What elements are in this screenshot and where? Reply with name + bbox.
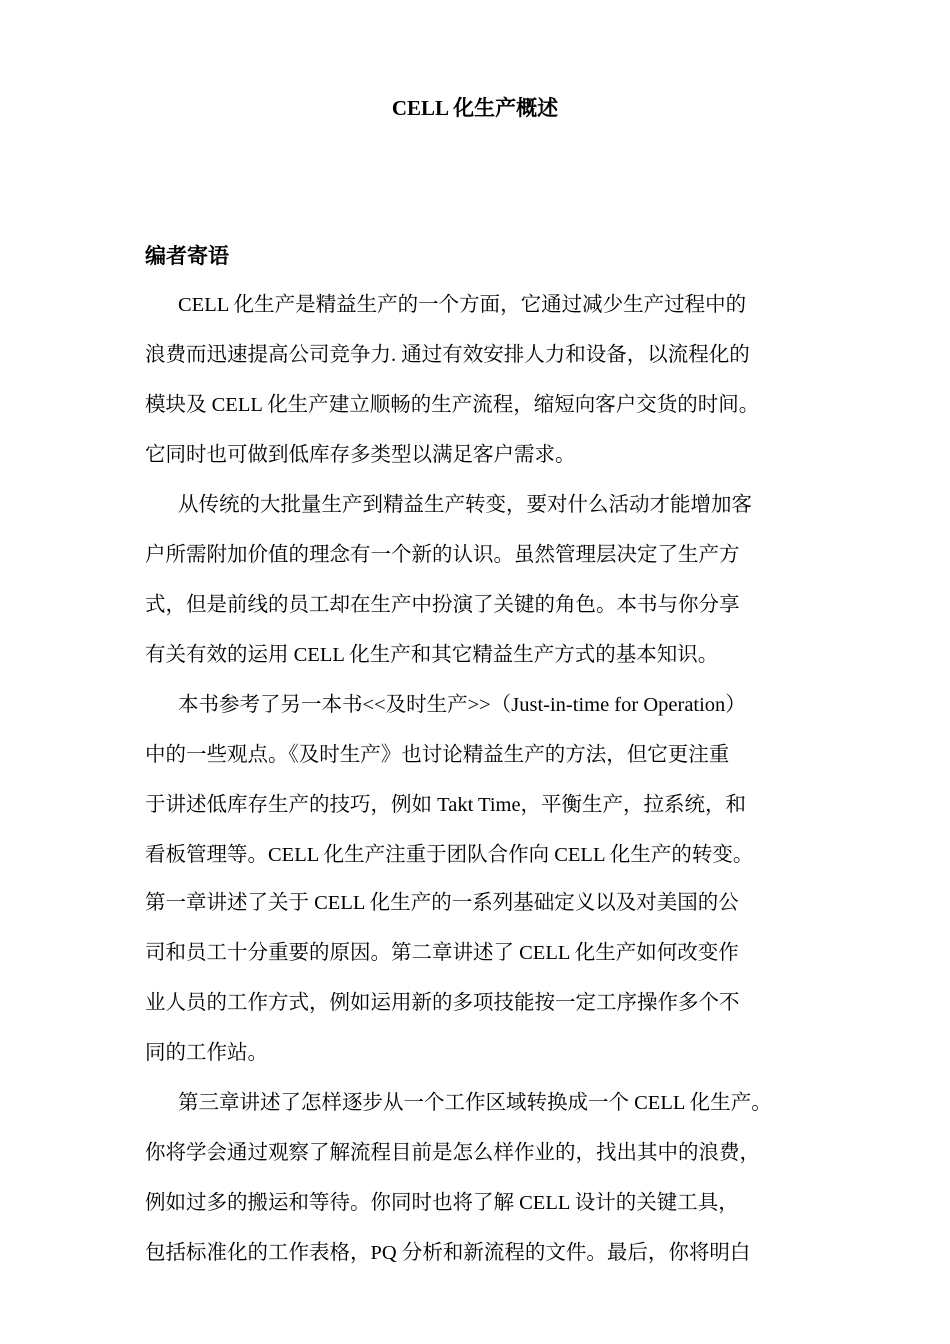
paragraph-line: 同的工作站。 — [145, 1042, 268, 1064]
paragraph-line: 从传统的大批量生产到精益生产转变，要对什么活动才能增加客 — [178, 494, 752, 516]
paragraph-line: 式，但是前线的员工却在生产中扮演了关键的角色。本书与你分享 — [145, 594, 740, 616]
paragraph-line: 户所需附加价值的理念有一个新的认识。虽然管理层决定了生产方 — [145, 544, 740, 566]
paragraph-line: 业人员的工作方式，例如运用新的多项技能按一定工序操作多个不 — [145, 992, 740, 1014]
paragraph-line: 本书参考了另一本书<<及时生产>>（Just-in-time for Operation） — [178, 694, 746, 716]
paragraph-line: 浪费而迅速提高公司竞争力. 通过有效安排人力和设备，以流程化的 — [145, 344, 750, 366]
paragraph-line: 于讲述低库存生产的技巧，例如 Takt Time，平衡生产，拉系统，和 — [145, 794, 747, 816]
paragraph-line: 看板管理等。CELL 化生产注重于团队合作向 CELL 化生产的转变。 — [145, 844, 754, 866]
paragraph-line: 模块及 CELL 化生产建立顺畅的生产流程，缩短向客户交货的时间。 — [145, 394, 760, 416]
paragraph-line: 第三章讲述了怎样逐步从一个工作区域转换成一个 CELL 化生产。 — [178, 1092, 772, 1114]
paragraph-line: 它同时也可做到低库存多类型以满足客户需求。 — [145, 444, 576, 466]
paragraph-line: 司和员工十分重要的原因。第二章讲述了 CELL 化生产如何改变作 — [145, 942, 739, 964]
paragraph-line: 你将学会通过观察了解流程目前是怎么样作业的，找出其中的浪费， — [145, 1142, 760, 1164]
paragraph-line: 包括标准化的工作表格，PQ 分析和新流程的文件。最后，你将明白 — [145, 1242, 751, 1264]
paragraph-line: 第一章讲述了关于 CELL 化生产的一系列基础定义以及对美国的公 — [145, 892, 739, 914]
document-title: CELL 化生产概述 — [391, 96, 559, 120]
paragraph-line: 例如过多的搬运和等待。你同时也将了解 CELL 设计的关键工具， — [145, 1192, 739, 1214]
section-heading: 编者寄语 — [145, 244, 229, 268]
paragraph-line: 有关有效的运用 CELL 化生产和其它精益生产方式的基本知识。 — [145, 644, 719, 666]
paragraph-line: 中的一些观点。《及时生产》也讨论精益生产的方法，但它更注重 — [145, 744, 730, 766]
paragraph-line: CELL 化生产是精益生产的一个方面，它通过减少生产过程中的 — [178, 294, 747, 316]
